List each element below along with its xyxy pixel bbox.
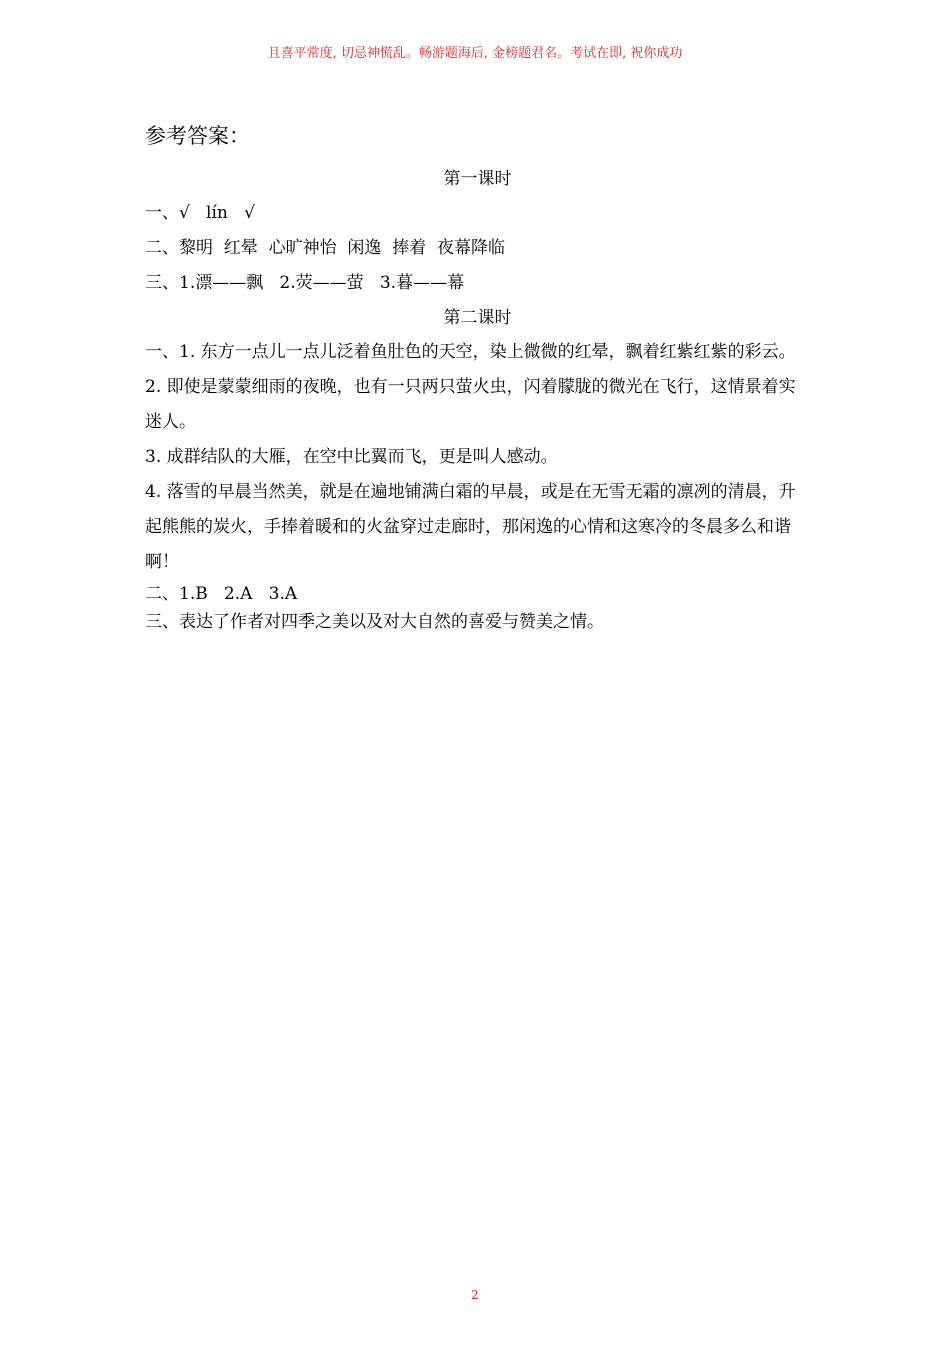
answer-content [145, 120, 810, 636]
lesson-2-title: 第二课时 [443, 308, 512, 328]
lesson-1-answer-3: 三、1.漂——飘 2.荧——萤 3.暮——幕 [145, 273, 465, 293]
lesson-2-answer-1-3: 3. 成群结队的大雁，在空中比翼而飞，更是叫人感动。 [145, 447, 558, 467]
lesson-2-answer-1-4: 4. 落雪的早晨当然美，就是在遍地铺满白霜的早晨，或是在无雪无霜的凛冽的清晨，升起熊熊的炭火，手捧着暖和的火盆穿过走廊时，那闲逸的心情和这寒冷的冬晨多么和谐啊！ [145, 482, 796, 572]
lesson-2-answer-1-1: 一、1. 东方一点儿一点儿泛着鱼肚色的天空，染上微微的红晕，飘着红紫红紫的彩云。 [145, 342, 796, 362]
page-number: 2 [471, 1288, 479, 1302]
lesson-1-answer-1: 一、√ lín √ [145, 203, 255, 223]
answers-title: 参考答案： [145, 124, 250, 148]
lesson-1-answer-2: 二、黎明 红晕 心旷神怡 闲逸 捧着 夜幕降临 [145, 238, 506, 258]
page-header-motto: 且喜平常度, 切忌神慌乱。畅游题海后, 金榜题君名。考试在即, 祝你成功 [267, 46, 683, 61]
lesson-2-answer-3: 三、表达了作者对四季之美以及对大自然的喜爱与赞美之情。 [145, 612, 604, 632]
lesson-1-title: 第一课时 [443, 169, 512, 189]
lesson-2-answer-1-2: 2. 即使是蒙蒙细雨的夜晚，也有一只两只萤火虫，闪着朦胧的微光在飞行，这情景着实迷人。 [145, 377, 796, 432]
lesson-2-answer-2: 二、1.B 2.A 3.A [145, 584, 298, 604]
